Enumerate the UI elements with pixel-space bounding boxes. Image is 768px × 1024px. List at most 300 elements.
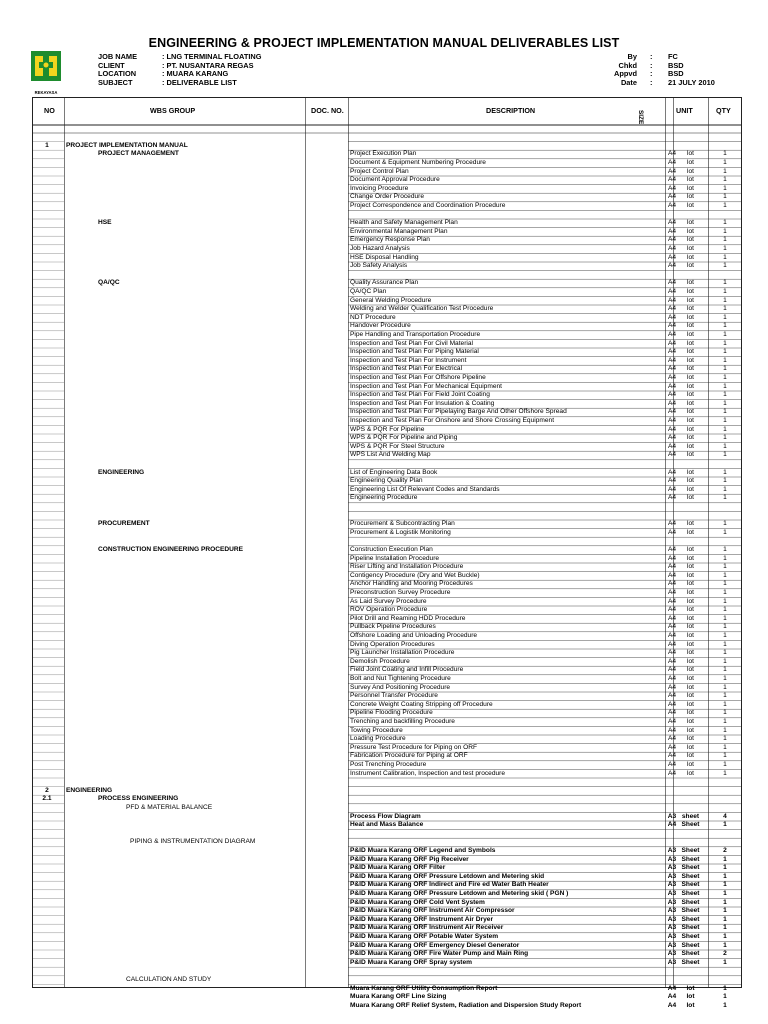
row-size: A3 <box>667 924 677 932</box>
row-unit: Sheet <box>681 915 700 923</box>
col-header-qty: QTY <box>716 106 731 115</box>
row-qty: 1 <box>723 528 727 536</box>
row-description: Procurement & Subcontracting Plan <box>350 520 455 528</box>
row-unit: lot <box>687 485 694 493</box>
row-description: Document & Equipment Numbering Procedure <box>350 159 486 166</box>
row-description: P&ID Muara Karang ORF Instrument Air Dryer <box>350 915 494 923</box>
row-unit: lot <box>686 1001 695 1009</box>
row-size: A3 <box>667 933 677 940</box>
row-size: A4 <box>667 614 677 622</box>
row-qty: 1 <box>723 872 727 880</box>
row-no: 1 <box>45 141 49 149</box>
row-unit: Sheet <box>681 950 700 958</box>
row-size: A3 <box>667 941 677 949</box>
row-description: Preconstruction Survey Procedure <box>350 589 451 596</box>
row-description: P&ID Muara Karang ORF Emergency Diesel Generator <box>350 941 520 949</box>
row-qty: 1 <box>723 219 727 227</box>
row-qty: 1 <box>723 606 727 614</box>
row-description: Pipe Handling and Transportation Procedure <box>350 331 481 338</box>
row-qty: 1 <box>723 907 727 915</box>
row-unit: lot <box>687 150 694 158</box>
row-description: Inspection and Test Plan For Civil Material <box>350 339 474 347</box>
row-size: A4 <box>667 821 677 829</box>
row-size: A4 <box>667 159 677 166</box>
row-unit: lot <box>687 331 694 338</box>
document-title: ENGINEERING & PROJECT IMPLEMENTATION MANUAL DELIVERABLES LIST <box>148 36 620 50</box>
col-header-description: DESCRIPTION <box>486 106 536 115</box>
row-qty: 1 <box>723 657 727 665</box>
row-size: A4 <box>667 167 677 175</box>
row-unit: lot <box>687 666 694 674</box>
row-description: Engineering List Of Relevant Codes and Standards <box>350 485 500 493</box>
row-unit: lot <box>687 589 694 596</box>
row-qty: 1 <box>723 356 727 364</box>
row-size: A4 <box>667 477 677 485</box>
row-no: 2.1 <box>42 795 52 803</box>
row-size: A4 <box>667 305 677 313</box>
approval-separator: : <box>650 60 653 70</box>
row-description: Inspection and Test Plan For Instrument <box>350 356 467 364</box>
row-description: Engineering Quality Plan <box>350 477 423 485</box>
row-description: Towing Procedure <box>350 726 403 734</box>
row-qty: 1 <box>723 993 727 1001</box>
row-unit: lot <box>687 219 694 227</box>
row-qty: 1 <box>723 193 727 201</box>
row-size: A4 <box>667 726 677 734</box>
row-size: A4 <box>667 520 677 528</box>
meta-label: CLIENT <box>98 60 125 70</box>
row-unit: lot <box>687 571 694 579</box>
row-qty: 1 <box>723 305 727 313</box>
row-qty: 1 <box>723 365 727 373</box>
col-header-wbs-group: WBS GROUP <box>150 106 196 115</box>
row-unit: lot <box>687 159 694 166</box>
row-size: A3 <box>667 890 677 897</box>
col-header-doc-no: DOC. NO. <box>311 106 344 115</box>
row-description: Survey And Positioning Procedure <box>350 683 451 691</box>
row-description: Pipeline Flooding Procedure <box>350 709 433 717</box>
row-qty: 1 <box>723 821 727 829</box>
row-size: A4 <box>667 279 677 287</box>
row-qty: 1 <box>723 623 727 631</box>
row-unit: Sheet <box>681 907 700 915</box>
row-qty: 1 <box>723 202 727 209</box>
row-description: Pipeline Installation Procedure <box>350 554 440 562</box>
row-description: Heat and Mass Balance <box>350 821 424 829</box>
row-description: Handover Procedure <box>350 322 411 330</box>
row-description: Bolt and Nut Tightening Procedure <box>350 675 451 682</box>
row-size: A4 <box>667 683 677 691</box>
row-qty: 1 <box>723 743 727 751</box>
row-size: A4 <box>667 322 677 330</box>
row-qty: 1 <box>723 941 727 949</box>
row-description: Contigency Procedure (Dry and Wet Buckle) <box>350 571 480 579</box>
row-size: A3 <box>667 864 677 872</box>
approval-label: Chkd <box>618 60 637 70</box>
row-qty: 1 <box>723 675 727 682</box>
row-qty: 1 <box>723 761 727 768</box>
row-description: Procurement & Logistik Monitoring <box>350 528 451 536</box>
row-description: ROV Operation Procedure <box>350 606 428 614</box>
row-unit: lot <box>687 520 694 528</box>
row-size: A4 <box>667 675 677 682</box>
row-size: A4 <box>667 993 677 1001</box>
row-description: NDT Procedure <box>350 313 396 321</box>
row-unit: lot <box>687 391 694 399</box>
row-description: Welding and Welder Qualification Test Procedure <box>350 305 494 313</box>
row-description: WPS & PQR For Pipeline <box>350 425 425 433</box>
approval-label: Date <box>620 77 637 87</box>
row-unit: lot <box>686 993 695 1001</box>
row-unit: Sheet <box>681 890 700 897</box>
row-unit: lot <box>687 382 694 390</box>
row-qty: 1 <box>723 442 727 450</box>
row-unit: lot <box>687 374 694 381</box>
row-qty: 1 <box>723 700 727 708</box>
row-size: A4 <box>667 193 677 201</box>
row-size: A4 <box>667 649 677 657</box>
row-size: A4 <box>667 1001 677 1009</box>
row-unit: lot <box>687 348 694 356</box>
table-body <box>32 97 742 1009</box>
row-qty: 1 <box>723 382 727 390</box>
row-qty: 1 <box>723 245 727 252</box>
row-qty: 1 <box>723 709 727 717</box>
row-description: Change Order Procedure <box>350 193 425 201</box>
row-size: A3 <box>667 855 677 863</box>
row-size: A4 <box>667 202 677 209</box>
row-description: Inspection and Test Plan For Electrical <box>350 365 463 373</box>
row-unit: lot <box>687 425 694 433</box>
row-description: As Laid Survey Procedure <box>350 597 427 605</box>
row-description: WPS List And Welding Map <box>350 451 431 459</box>
row-size: A4 <box>667 632 677 639</box>
row-unit: lot <box>687 288 694 295</box>
row-qty: 1 <box>723 262 727 270</box>
row-unit: lot <box>687 700 694 708</box>
row-qty: 1 <box>723 855 727 863</box>
row-size: A4 <box>667 339 677 347</box>
row-unit: lot <box>687 580 694 588</box>
row-size: A3 <box>667 872 677 880</box>
row-size: A4 <box>667 288 677 295</box>
wbs-group: HSE <box>98 219 112 227</box>
col-header-unit: UNIT <box>676 106 693 115</box>
row-size: A4 <box>667 468 677 476</box>
row-description: Field Joint Coating and Infill Procedure <box>350 666 464 674</box>
row-qty: 1 <box>723 339 727 347</box>
row-qty: 1 <box>723 580 727 588</box>
row-size: A4 <box>667 434 677 442</box>
wbs-group: ENGINEERING <box>98 468 145 476</box>
row-description: Anchor Handling and Mooring Procedures <box>350 580 473 588</box>
approval-label: By <box>627 52 637 61</box>
row-description: Demolish Procedure <box>350 657 410 665</box>
row-qty: 1 <box>723 150 727 158</box>
row-unit: lot <box>687 468 694 476</box>
row-description: Muara Karang ORF Relief System, Radiation and Dispersion Study Report <box>350 1001 582 1009</box>
row-unit: lot <box>687 236 694 244</box>
row-qty: 1 <box>723 958 727 966</box>
row-qty: 1 <box>723 1001 727 1009</box>
row-unit: lot <box>687 683 694 691</box>
meta-label: SUBJECT <box>98 77 133 87</box>
row-description: Construction Execution Plan <box>350 546 433 553</box>
wbs-group: PFD & MATERIAL BALANCE <box>126 804 213 811</box>
row-unit: lot <box>687 365 694 373</box>
row-description: Pullback Pipeline Procedures <box>350 623 436 631</box>
row-description: Post Trenching Procedure <box>350 761 427 768</box>
row-size: A4 <box>667 485 677 493</box>
row-size: A3 <box>667 907 677 915</box>
row-qty: 1 <box>723 279 727 287</box>
wbs-group: CONSTRUCTION ENGINEERING PROCEDURE <box>98 546 244 553</box>
row-size: A4 <box>667 262 677 270</box>
row-qty: 1 <box>723 468 727 476</box>
row-unit: Sheet <box>681 864 700 872</box>
row-size: A4 <box>667 391 677 399</box>
row-unit: lot <box>687 184 694 192</box>
row-unit: lot <box>687 451 694 459</box>
row-unit: lot <box>687 649 694 657</box>
row-size: A4 <box>667 365 677 373</box>
row-description: P&ID Muara Karang ORF Potable Water System <box>350 933 499 940</box>
row-size: A4 <box>667 554 677 562</box>
row-unit: lot <box>687 632 694 639</box>
row-unit: Sheet <box>681 881 700 889</box>
wbs-group: PROCUREMENT <box>98 520 150 528</box>
row-unit: lot <box>687 442 694 450</box>
row-description: P&ID Muara Karang ORF Indirect and Fire ed Water Bath Heater <box>350 881 549 889</box>
row-size: A4 <box>667 313 677 321</box>
row-qty: 1 <box>723 735 727 743</box>
row-unit: lot <box>687 752 694 760</box>
row-unit: lot <box>687 657 694 665</box>
row-description: Project Correspondence and Coordination Procedure <box>350 202 506 209</box>
row-size: A4 <box>667 692 677 700</box>
row-unit: lot <box>687 356 694 364</box>
row-description: Engineering Procedure <box>350 494 418 502</box>
row-qty: 1 <box>723 374 727 381</box>
approval-separator: : <box>650 52 653 61</box>
row-qty: 1 <box>723 494 727 502</box>
row-unit: lot <box>687 743 694 751</box>
row-description: Pressure Test Procedure for Piping on ORF <box>350 743 478 751</box>
row-unit: lot <box>687 761 694 768</box>
row-size: A4 <box>667 219 677 227</box>
row-qty: 1 <box>723 546 727 553</box>
row-size: A4 <box>667 709 677 717</box>
row-unit: Sheet <box>681 941 700 949</box>
row-qty: 1 <box>723 554 727 562</box>
row-description: Project Execution Plan <box>350 150 417 158</box>
row-description: QA/QC Plan <box>350 288 387 295</box>
col-header-no: NO <box>44 106 55 115</box>
row-unit: lot <box>687 313 694 321</box>
row-qty: 1 <box>723 391 727 399</box>
row-description: Inspection and Test Plan For Mechanical Equipment <box>350 382 502 390</box>
row-description: Riser Lifting and Installation Procedure <box>350 563 464 571</box>
row-unit: lot <box>687 606 694 614</box>
row-unit: lot <box>687 262 694 270</box>
row-qty: 1 <box>723 227 727 235</box>
row-unit: lot <box>687 202 694 209</box>
row-description: Invoicing Procedure <box>350 184 409 192</box>
row-size: A4 <box>667 425 677 433</box>
row-unit: Sheet <box>681 872 700 880</box>
row-qty: 2 <box>723 950 727 958</box>
row-description: HSE Disposal Handling <box>350 253 419 261</box>
row-unit: Sheet <box>681 821 700 829</box>
row-description: P&ID Muara Karang ORF Pig Receiver <box>350 855 469 863</box>
meta-value: : PT. NUSANTARA REGAS <box>162 60 254 70</box>
row-qty: 1 <box>723 666 727 674</box>
row-unit: lot <box>687 167 694 175</box>
row-size: A4 <box>667 761 677 768</box>
row-qty: 1 <box>723 408 727 416</box>
row-unit: lot <box>687 193 694 201</box>
row-size: A4 <box>667 528 677 536</box>
row-qty: 1 <box>723 176 727 184</box>
row-qty: 1 <box>723 159 727 166</box>
row-description: P&ID Muara Karang ORF Legend and Symbols <box>350 847 496 854</box>
row-size: A4 <box>667 640 677 648</box>
row-qty: 1 <box>723 589 727 596</box>
approval-separator: : <box>650 77 653 87</box>
row-unit: lot <box>687 322 694 330</box>
row-description: Inspection and Test Plan For Piping Material <box>350 348 479 356</box>
row-size: A4 <box>667 296 677 304</box>
row-size: A4 <box>667 718 677 725</box>
row-description: Loading Procedure <box>350 735 406 743</box>
row-description: Instrument Calibration, Inspection and test procedure <box>350 769 506 777</box>
row-unit: lot <box>687 279 694 287</box>
row-size: A4 <box>667 752 677 760</box>
row-qty: 1 <box>723 752 727 760</box>
row-size: A4 <box>667 743 677 751</box>
row-description: Health and Safety Management Plan <box>350 219 458 227</box>
row-description: Offshore Loading and Unloading Procedure <box>350 632 478 639</box>
row-qty: 1 <box>723 296 727 304</box>
row-description: Muara Karang ORF Utility Consumption Report <box>350 984 498 992</box>
row-qty: 1 <box>723 399 727 407</box>
row-qty: 1 <box>723 683 727 691</box>
row-qty: 1 <box>723 167 727 175</box>
row-qty: 1 <box>723 924 727 932</box>
approval-value: 21 JULY 2010 <box>668 77 715 87</box>
deliverables-table <box>32 97 742 1009</box>
row-size: A3 <box>667 847 677 854</box>
row-size: A3 <box>667 881 677 889</box>
row-qty: 1 <box>723 640 727 648</box>
row-unit: lot <box>687 176 694 184</box>
row-unit: lot <box>687 305 694 313</box>
row-unit: lot <box>687 675 694 682</box>
row-unit: lot <box>687 726 694 734</box>
row-no: 2 <box>45 786 49 794</box>
approval-value: FC <box>668 52 678 61</box>
row-unit: Sheet <box>681 855 700 863</box>
row-qty: 1 <box>723 898 727 906</box>
row-qty: 1 <box>723 726 727 734</box>
row-unit: Sheet <box>681 933 700 940</box>
row-size: A4 <box>667 399 677 407</box>
row-unit: lot <box>687 528 694 536</box>
row-size: A4 <box>667 348 677 356</box>
row-qty: 1 <box>723 692 727 700</box>
row-unit: lot <box>687 640 694 648</box>
row-qty: 1 <box>723 933 727 940</box>
row-description: Project Control Plan <box>350 167 409 175</box>
row-size: A4 <box>667 227 677 235</box>
row-size: A4 <box>667 176 677 184</box>
row-description: Concrete Weight Coating Stripping off Procedure <box>350 700 493 708</box>
row-size: A4 <box>667 442 677 450</box>
meta-label: JOB NAME <box>98 52 138 61</box>
approval-separator: : <box>650 69 653 79</box>
row-size: A4 <box>667 597 677 605</box>
row-size: A4 <box>667 589 677 596</box>
row-description: Trenching and backfilling Procedure <box>350 718 455 725</box>
row-unit: lot <box>686 984 695 992</box>
row-qty: 1 <box>723 417 727 424</box>
row-size: A4 <box>667 417 677 424</box>
row-unit: lot <box>687 554 694 562</box>
row-qty: 1 <box>723 632 727 639</box>
row-qty: 1 <box>723 520 727 528</box>
row-size: A4 <box>667 184 677 192</box>
wbs-group: QA/QC <box>98 279 120 287</box>
row-qty: 1 <box>723 313 727 321</box>
row-qty: 1 <box>723 434 727 442</box>
company-logo-icon <box>31 51 61 95</box>
wbs-group: ENGINEERING <box>66 786 113 794</box>
row-size: A4 <box>667 666 677 674</box>
row-qty: 1 <box>723 915 727 923</box>
row-description: Document Approval Procedure <box>350 176 440 184</box>
row-qty: 1 <box>723 322 727 330</box>
row-qty: 1 <box>723 649 727 657</box>
wbs-group: CALCULATION AND STUDY <box>126 976 212 983</box>
row-size: A4 <box>667 623 677 631</box>
wbs-group: PIPING & INSTRUMENTATION DIAGRAM <box>130 838 256 846</box>
row-qty: 1 <box>723 984 727 992</box>
row-qty: 1 <box>723 477 727 485</box>
row-unit: sheet <box>681 812 700 820</box>
row-unit: lot <box>687 692 694 700</box>
row-size: A4 <box>667 546 677 553</box>
row-description: Fabrication Procedure for Piping at ORF <box>350 752 468 760</box>
row-description: Personnel Transfer Procedure <box>350 692 438 700</box>
row-unit: lot <box>687 735 694 743</box>
row-unit: lot <box>687 494 694 502</box>
row-unit: lot <box>687 227 694 235</box>
row-description: WPS & PQR For Steel Structure <box>350 442 445 450</box>
row-description: List of Engineering Data Book <box>350 468 438 476</box>
row-unit: lot <box>687 296 694 304</box>
row-qty: 1 <box>723 563 727 571</box>
row-size: A4 <box>667 571 677 579</box>
approval-label: Appvd <box>614 69 637 79</box>
row-unit: lot <box>687 417 694 424</box>
row-qty: 1 <box>723 571 727 579</box>
row-size: A4 <box>667 150 677 158</box>
row-unit: lot <box>687 623 694 631</box>
row-description: Inspection and Test Plan For Onshore and Shore Crossing Equipment <box>350 417 555 424</box>
approval-value: BSD <box>668 60 684 70</box>
row-unit: Sheet <box>681 924 700 932</box>
row-qty: 1 <box>723 425 727 433</box>
